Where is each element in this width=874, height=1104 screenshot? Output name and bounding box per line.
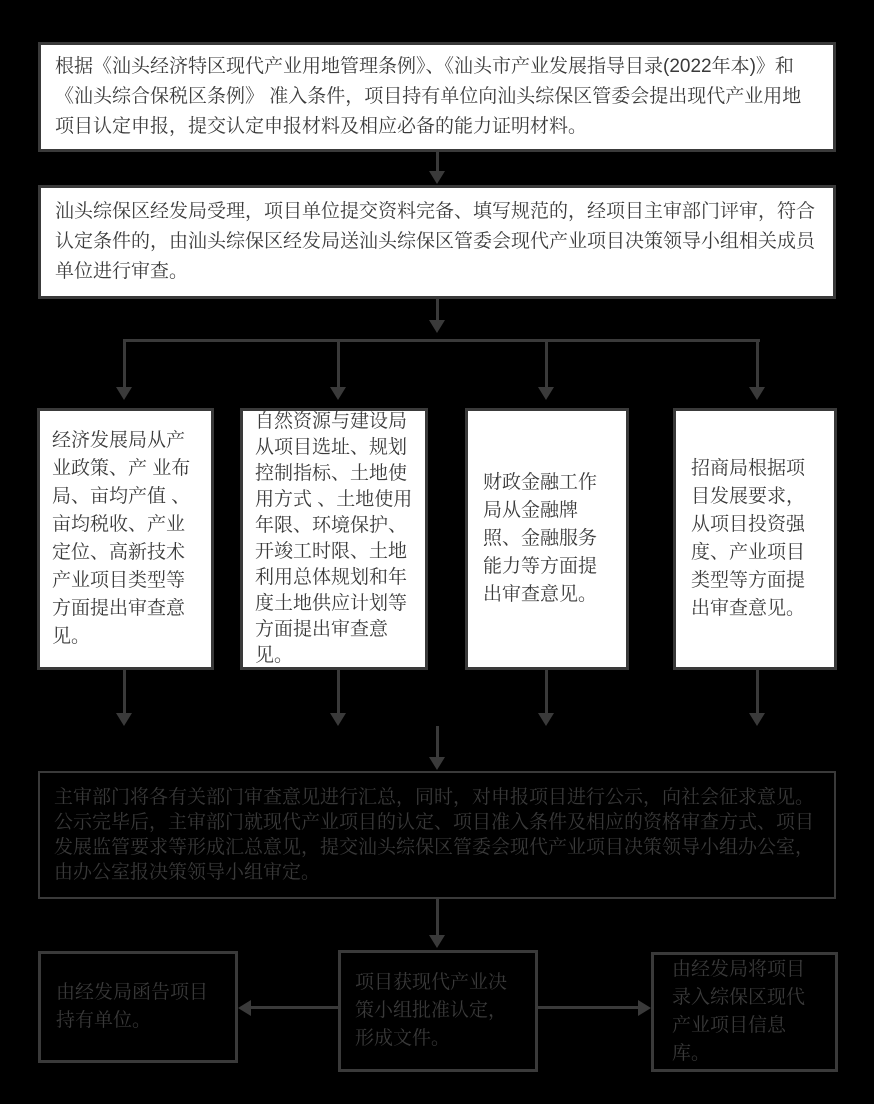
arrow-review-3-down-line [545,670,548,713]
arrow-collector-summary-head-icon [429,757,445,770]
step-approval-decision-box [338,950,538,1072]
drop-review-3-line [545,339,548,387]
review-finance-work-bureau-text: 财政金融工作局从金融牌照、金融服务能力等方面提出审查意见。 [483,472,598,605]
arrow-step1-step2-head-icon [429,171,445,184]
arrow-approval-register-head-icon [638,1000,651,1016]
arrow-review-3-down-head-icon [538,713,554,726]
review-finance-work-bureau-box [465,408,629,670]
arrow-collector-summary-line [436,726,439,757]
result-register-database-box [651,952,838,1072]
split-connector-line [124,339,760,342]
arrow-review-1-down-line [123,670,126,713]
drop-review-4-head-icon [749,387,765,400]
arrow-review-2-down-line [337,670,340,713]
arrow-step1-step2-line [436,152,439,171]
review-investment-promotion-bureau-box [673,408,837,670]
review-investment-promotion-bureau-text: 招商局根据项目发展要求，从项目投资强度、产业项目类型等方面提出审查意见。 [691,458,806,619]
step-application-box [38,42,836,152]
arrow-approval-notify-line [251,1006,338,1009]
drop-review-2-line [337,339,340,387]
arrow-step2-split-head-icon [429,320,445,333]
review-economic-development-bureau-box [37,408,214,670]
result-notify-holder-text: 由经发局函告项目持有单位。 [56,982,209,1031]
step-application-text: 根据《汕头经济特区现代产业用地管理条例》、《汕头市产业发展指导目录(2022年本)》和《汕头综合保税区条例》 准入条件，项目持有单位向汕头综保区管委会提出现代产业用地项目认定申报，提交认定申报材料及相应必备的能力证明材料。 [55,56,802,137]
arrow-review-4-down-line [756,670,759,713]
drop-review-1-head-icon [116,387,132,400]
arrow-summary-approval-head-icon [429,935,445,948]
drop-review-3-head-icon [538,387,554,400]
arrow-approval-register-line [538,1006,638,1009]
arrow-step2-split-line [436,299,439,320]
review-economic-development-bureau-text: 经济发展局从产业政策、产 业布局、亩均产值 、亩均税收、产业定位、高新技术产业项目类型等方面提出审查意见。 [52,430,191,647]
result-register-database-text: 由经发局将项目录入综保区现代产业项目信息库。 [672,959,806,1064]
step-approval-decision-text: 项目获现代产业决策小组批准认定，形成文件。 [355,972,508,1049]
arrow-review-4-down-head-icon [749,713,765,726]
result-notify-holder-box [38,951,238,1063]
drop-review-4-line [756,339,759,387]
drop-review-2-head-icon [330,387,346,400]
step-acceptance-box [38,185,836,299]
arrow-review-1-down-head-icon [116,713,132,726]
step-summary-publicity-box [38,771,836,899]
arrow-summary-approval-line [436,899,439,935]
arrow-approval-notify-head-icon [238,1000,251,1016]
review-natural-resources-construction-bureau-box [240,408,428,670]
arrow-review-2-down-head-icon [330,713,346,726]
step-acceptance-text: 汕头综保区经发局受理，项目单位提交资料完备、填写规范的，经项目主审部门评审，符合认定条件的，由汕头综保区经发局送汕头综保区管委会现代产业项目决策领导小组相关成员单位进行审查。 [55,201,816,282]
step-summary-publicity-text: 主审部门将各有关部门审查意见进行汇总，同时，对申报项目进行公示，向社会征求意见。公示完毕后，主审部门就现代产业项目的认定、项目准入条件及相应的资格审查方式、项目发展监管要求等形成汇总意见，提交汕头综保区管委会现代产业项目决策领导小组办公室，由办公室报决策领导小组审定。 [54,787,815,883]
drop-review-1-line [123,339,126,387]
review-natural-resources-construction-bureau-text: 自然资源与建设局从项目选址、规划控制指标、土地使用方式 、土地使用年限、环境保护、开竣工时限、土地利用总体规划和年度土地供应计划等方面提出审查意见。 [255,411,413,666]
